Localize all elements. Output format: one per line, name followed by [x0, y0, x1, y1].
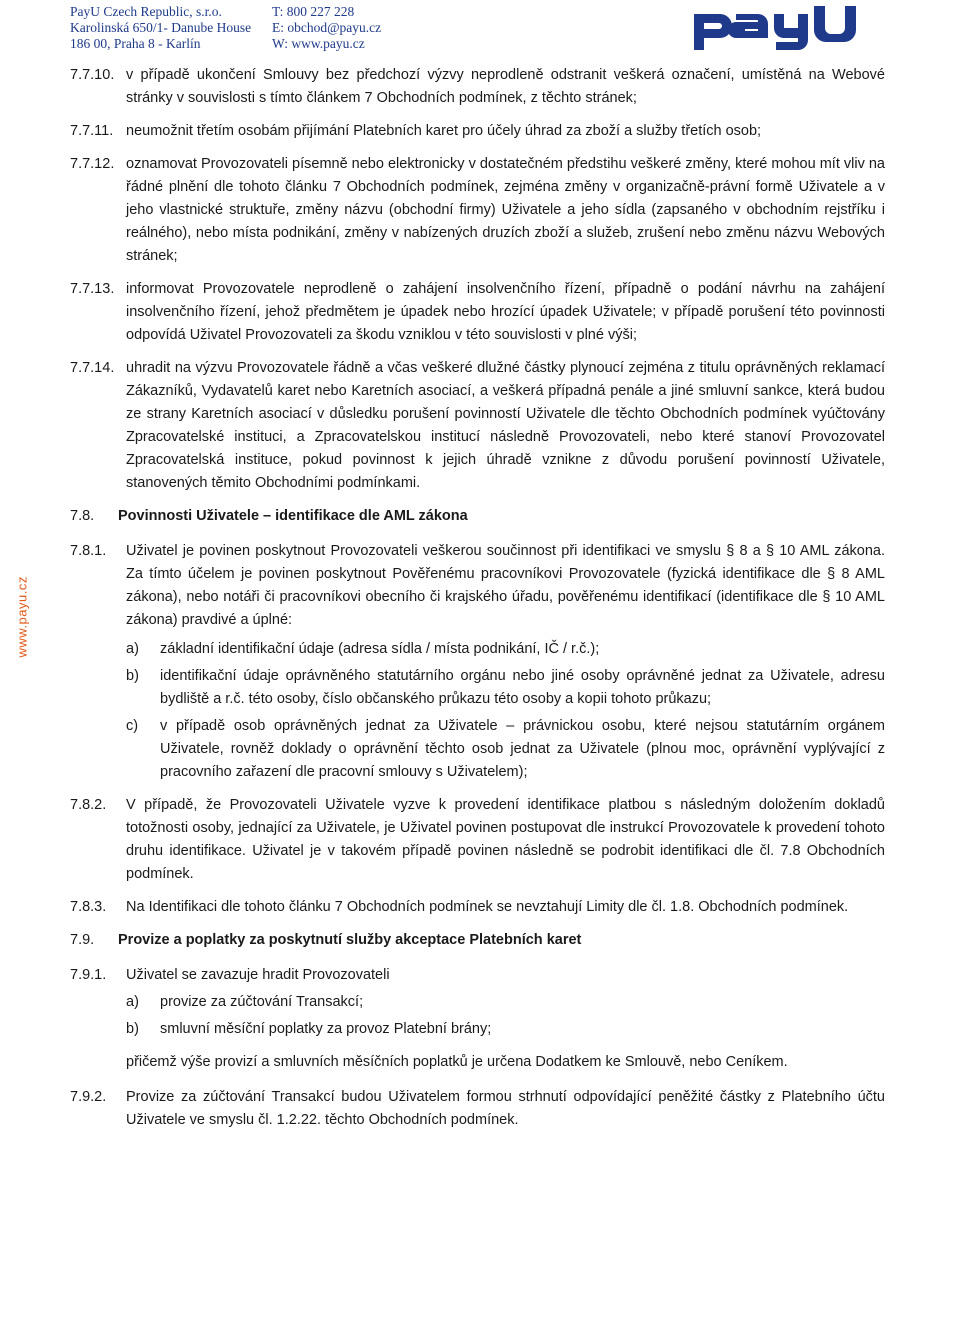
list-item: [126, 715, 885, 784]
identification-list: [126, 638, 885, 784]
clause-number: 7.8.1.: [70, 543, 107, 559]
list-letter: a): [126, 994, 139, 1010]
clause-7-8-2: [70, 794, 885, 886]
clause-7-7-10: [70, 64, 885, 110]
side-website-url: www.payu.cz: [14, 576, 30, 658]
list-item: [126, 665, 885, 711]
company-contacts: [272, 4, 381, 52]
page-header: [0, 0, 960, 56]
clause-text: V případě, že Provozovateli Uživatele vyzve k provedení identifikace platbou s následným doložením dokladů totožnosti osoby, jednající za Uživatele, je Uživatel povinen postupovat dle instrukcí Provozovatele k provedení tohoto druhu identifikace. Uživatel je v takovém případě povinen následně se podrobit identifikaci dle čl. 7.8 Obchodních podmínek.: [126, 797, 885, 882]
list-text: identifikační údaje oprávněného statutárního orgánu nebo jiné osoby oprávněné jednat za Uživatele, adresu bydliště a r.č. této osoby, číslo občanského průkazu této osoby a kopii tohoto průkazu;: [160, 668, 885, 707]
list-item: [126, 1018, 885, 1041]
clause-number: 7.7.13.: [70, 281, 115, 297]
phone-number: 800 227 228: [286, 4, 355, 19]
clause-text: Uživatel je povinen poskytnout Provozovateli veškerou součinnost při identifikaci ve smyslu § 8 a § 10 AML zákona. Za tímto účelem je povinen poskytnout Pověřenému pracovníkovi Provozovatele (fyzická identifikace dle § 8 AML zákona), nebo notáři či pracovníkovi obecního či krajského úřadu, pověřenému identifikací (identifikace dle § 10 AML zákona) pravdivé a úplné:: [126, 543, 885, 628]
section-heading-7-8: [70, 505, 885, 528]
clause-text: oznamovat Provozovateli písemně nebo elektronicky v dostatečném předstihu veškeré změny, které mohou mít vliv na řádné plnění dle tohoto článku 7 Obchodních podmínek, zejména změny v organizačně-právní formě Uživatele a v jeho vlastnické struktuře, změny názvu (obchodní firmy) Uživatele a jeho sídla (zapsaného v obchodním rejstříku i reálného), nebo místa podnikání, změny v nabízených druzích zboží a služeb, zrušení nebo změnu názvu Webových stránek;: [126, 156, 885, 264]
web-address: www.payu.cz: [291, 36, 365, 51]
clause-number: 7.7.14.: [70, 360, 115, 376]
clause-number: 7.7.10.: [70, 67, 115, 83]
clause-7-9-2: [70, 1086, 885, 1132]
list-text: základní identifikační údaje (adresa sídla / místa podnikání, IČ / r.č.);: [160, 641, 600, 657]
list-item: [126, 991, 885, 1014]
company-name: PayU Czech Republic, s.r.o.: [70, 4, 222, 19]
phone-label: T:: [272, 4, 284, 19]
clause-7-7-11: [70, 120, 885, 143]
clause-7-7-14: [70, 357, 885, 495]
clause-number: 7.7.11.: [70, 123, 114, 139]
clause-number: 7.7.12.: [70, 156, 115, 172]
clause-7-8-1: [70, 540, 885, 784]
clause-7-8-3: [70, 896, 885, 919]
list-text: v případě osob oprávněných jednat za Uživatele – právnickou osobu, které nejsou statutárním orgánem Uživatele, rovněž doklady o oprávnění těchto osob jednat za Uživatele (plnou moc, oprávnění vyplývající z pracovního zařazení dle pracovní smlouvy s Uživatelem);: [160, 718, 885, 780]
list-letter: b): [126, 1021, 139, 1037]
web-label: W:: [272, 36, 288, 51]
clause-number: 7.8.2.: [70, 797, 107, 813]
section-title: Provize a poplatky za poskytnutí služby akceptace Platebních karet: [118, 932, 582, 948]
list-letter: a): [126, 641, 139, 657]
list-letter: c): [126, 718, 139, 734]
clause-text: Na Identifikaci dle tohoto článku 7 Obchodních podmínek se nevztahují Limity dle čl. 1.8. Obchodních podmínek.: [126, 899, 849, 915]
section-number: 7.9.: [70, 932, 95, 948]
list-text: smluvní měsíční poplatky za provoz Platební brány;: [160, 1021, 492, 1037]
clause-text: neumožnit třetím osobám přijímání Platebních karet pro účely úhrad za zboží a služby třetích osob;: [126, 123, 762, 139]
clause-7-9-1: [70, 964, 885, 1076]
section-title: Povinnosti Uživatele – identifikace dle AML zákona: [118, 508, 468, 524]
email-label: E:: [272, 20, 284, 35]
clause-continuation: přičemž výše provizí a smluvních měsíčních poplatků je určena Dodatkem ke Smlouvě, nebo Ceníkem.: [126, 1054, 788, 1070]
company-city: 186 00, Praha 8 - Karlín: [70, 36, 201, 51]
section-number: 7.8.: [70, 508, 95, 524]
document-body: [70, 64, 885, 1142]
clause-number: 7.9.2.: [70, 1089, 107, 1105]
clause-7-7-13: [70, 278, 885, 347]
company-address: [70, 4, 251, 52]
clause-7-7-12: [70, 153, 885, 268]
clause-text: Uživatel se zavazuje hradit Provozovateli: [126, 967, 390, 983]
list-item: [126, 638, 885, 661]
clause-text: Provize za zúčtování Transakcí budou Uživatelem formou strhnutí odpovídající peněžité částky z Platebního účtu Uživatele ve smyslu čl. 1.2.22. těchto Obchodních podmínek.: [126, 1089, 885, 1128]
section-heading-7-9: [70, 929, 885, 952]
clause-text: uhradit na výzvu Provozovatele řádně a včas veškeré dlužné částky plynoucí zejména z titulu oprávněných reklamací Zákazníků, Vydavatelů karet nebo Karetních asociací, a veškerá případná penále a jiné smluvní sankce, která budou ze strany Karetních asociací v důsledku porušení povinností Uživatele dle těchto Obchodních podmínek vyúčtovány Zpracovatelské instituci, a Zpracovatelskou institucí následně Provozovateli, nebo které stanoví Provozovatel Zpracovatelská instituce, pokud povinnost k jejich úhradě vznikne z důvodu porušení povinností Uživatele, stanovených těmito Obchodními podmínkami.: [126, 360, 885, 491]
clause-text: v případě ukončení Smlouvy bez předchozí výzvy neprodleně odstranit veškerá označení, umístěná na Webové stránky v souvislosti s tímto článkem 7 Obchodních podmínek, z těchto stránek;: [126, 67, 885, 106]
list-text: provize za zúčtování Transakcí;: [160, 994, 364, 1010]
payu-logo: [690, 4, 862, 52]
clause-text: informovat Provozovatele neprodleně o zahájení insolvenčního řízení, případně o podání návrhu na zahájení insolvenčního řízení, jehož předmětem je úpadek nebo hrozící úpadek Uživatele; v případě porušení této povinnosti odpovídá Uživatel Provozovateli za škodu vzniklou v této souvislosti v plné výši;: [126, 281, 885, 343]
email-address: obchod@payu.cz: [287, 20, 382, 35]
clause-number: 7.9.1.: [70, 967, 107, 983]
list-letter: b): [126, 668, 139, 684]
company-street: Karolinská 650/1- Danube House: [70, 20, 252, 35]
clause-number: 7.8.3.: [70, 899, 107, 915]
